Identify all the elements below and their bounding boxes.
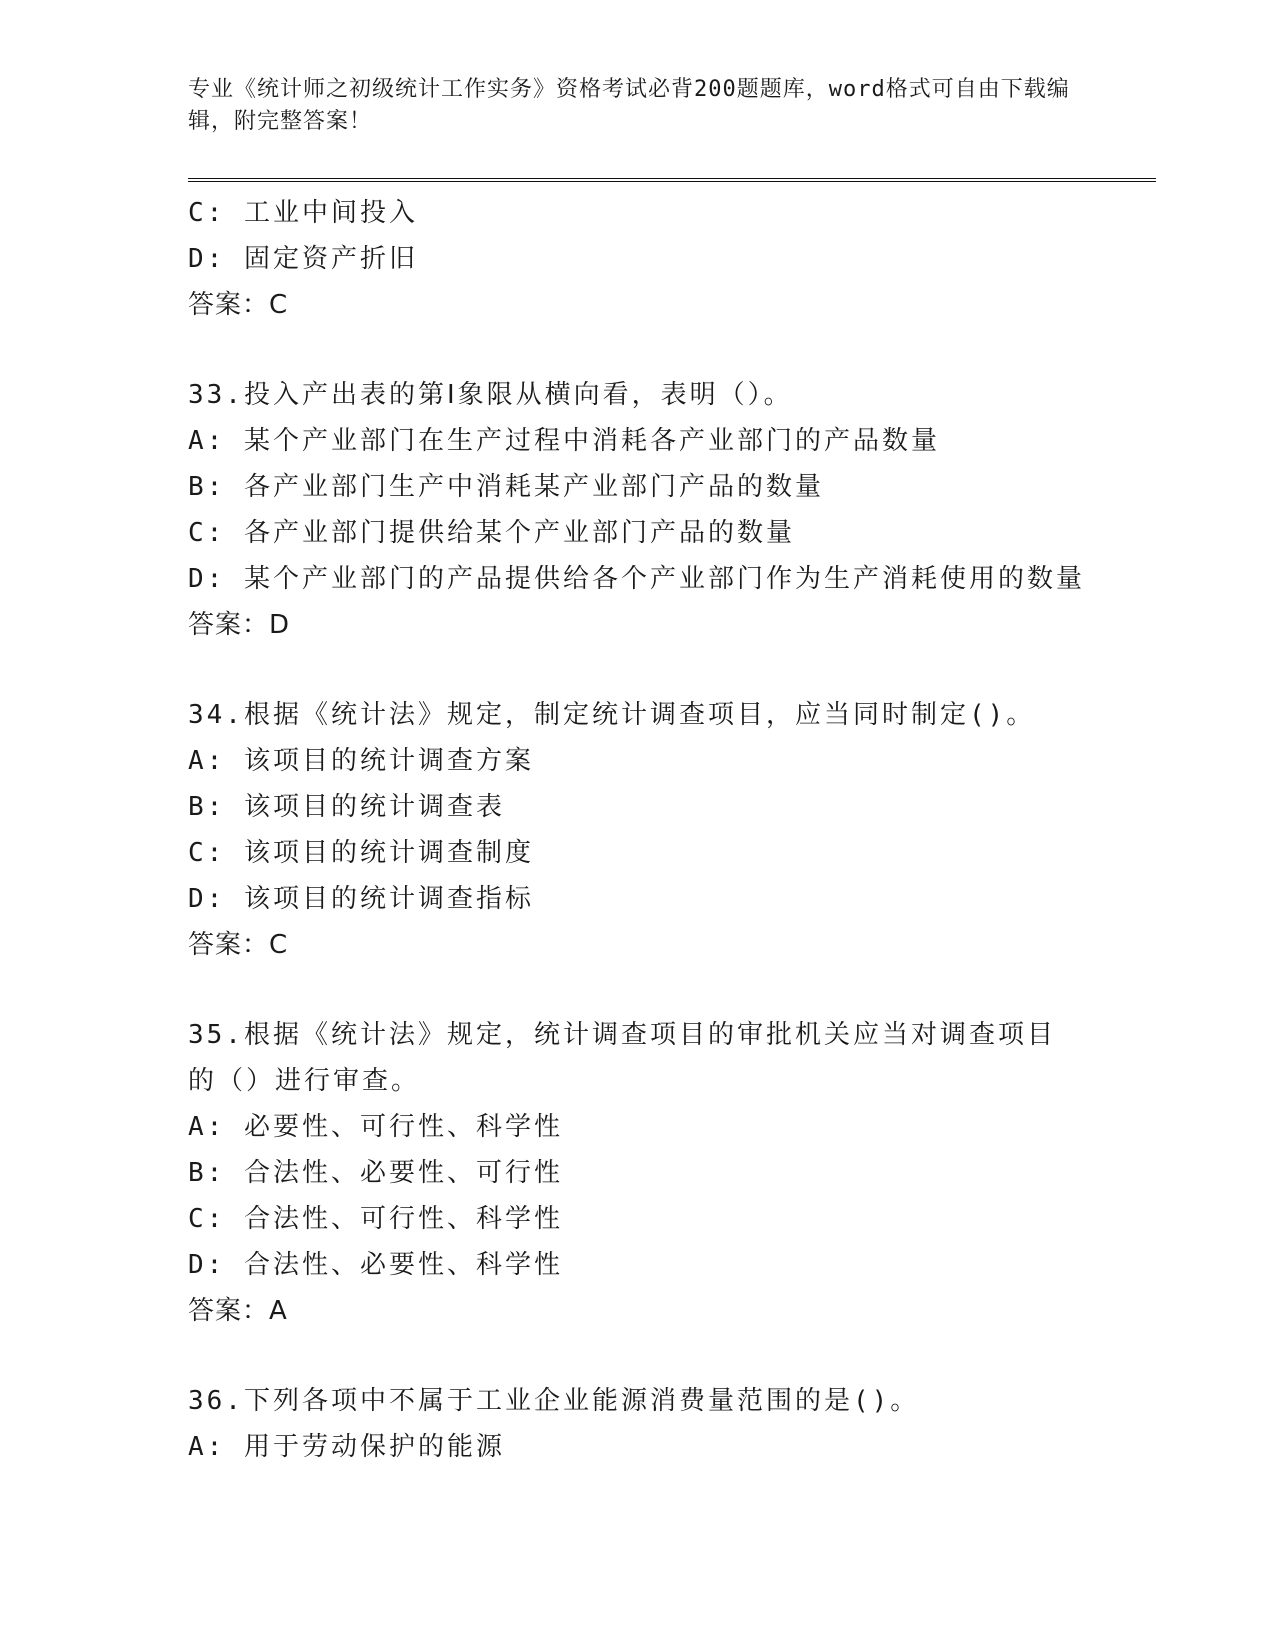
- option-c: C: 合法性、可行性、科学性: [188, 1204, 563, 1234]
- header-divider: [188, 178, 1156, 182]
- question-stem: 35.根据《统计法》规定，统计调查项目的审批机关应当对调查项目的（）进行审查。: [188, 1020, 1056, 1096]
- option-c: C: 该项目的统计调查制度: [188, 838, 534, 868]
- option-c: C: 各产业部门提供给某个产业部门产品的数量: [188, 518, 795, 548]
- answer-label: 答案：A: [188, 1296, 288, 1326]
- option-b: B: 该项目的统计调查表: [188, 792, 505, 822]
- answer-label: 答案：D: [188, 610, 291, 640]
- answer-label: 答案：C: [188, 290, 289, 320]
- question-list: [188, 190, 1088, 1470]
- option-a: A: 必要性、可行性、科学性: [188, 1112, 563, 1142]
- question-stem: 33.投入产出表的第Ⅰ象限从横向看，表明（）。: [188, 380, 793, 410]
- option-a: A: 该项目的统计调查方案: [188, 746, 534, 776]
- option-d: D: 某个产业部门的产品提供给各个产业部门作为生产消耗使用的数量: [188, 564, 1085, 594]
- option-d: D: 合法性、必要性、科学性: [188, 1250, 563, 1280]
- document-header: 专业《统计师之初级统计工作实务》资格考试必背200题题库，word格式可自由下载编辑，附完整答案！: [188, 77, 1070, 134]
- answer-label: 答案：C: [188, 930, 289, 960]
- option-d: D: 该项目的统计调查指标: [188, 884, 534, 914]
- option-d: D: 固定资产折旧: [188, 244, 418, 274]
- option-b: B: 各产业部门生产中消耗某产业部门产品的数量: [188, 472, 824, 502]
- option-a: A: 用于劳动保护的能源: [188, 1432, 505, 1462]
- option-a: A: 某个产业部门在生产过程中消耗各产业部门的产品数量: [188, 426, 940, 456]
- option-b: B: 合法性、必要性、可行性: [188, 1158, 563, 1188]
- question-stem: 36.下列各项中不属于工业企业能源消费量范围的是()。: [188, 1386, 920, 1416]
- question-stem: 34.根据《统计法》规定，制定统计调查项目，应当同时制定()。: [188, 700, 1036, 730]
- option-c: C: 工业中间投入: [188, 198, 418, 228]
